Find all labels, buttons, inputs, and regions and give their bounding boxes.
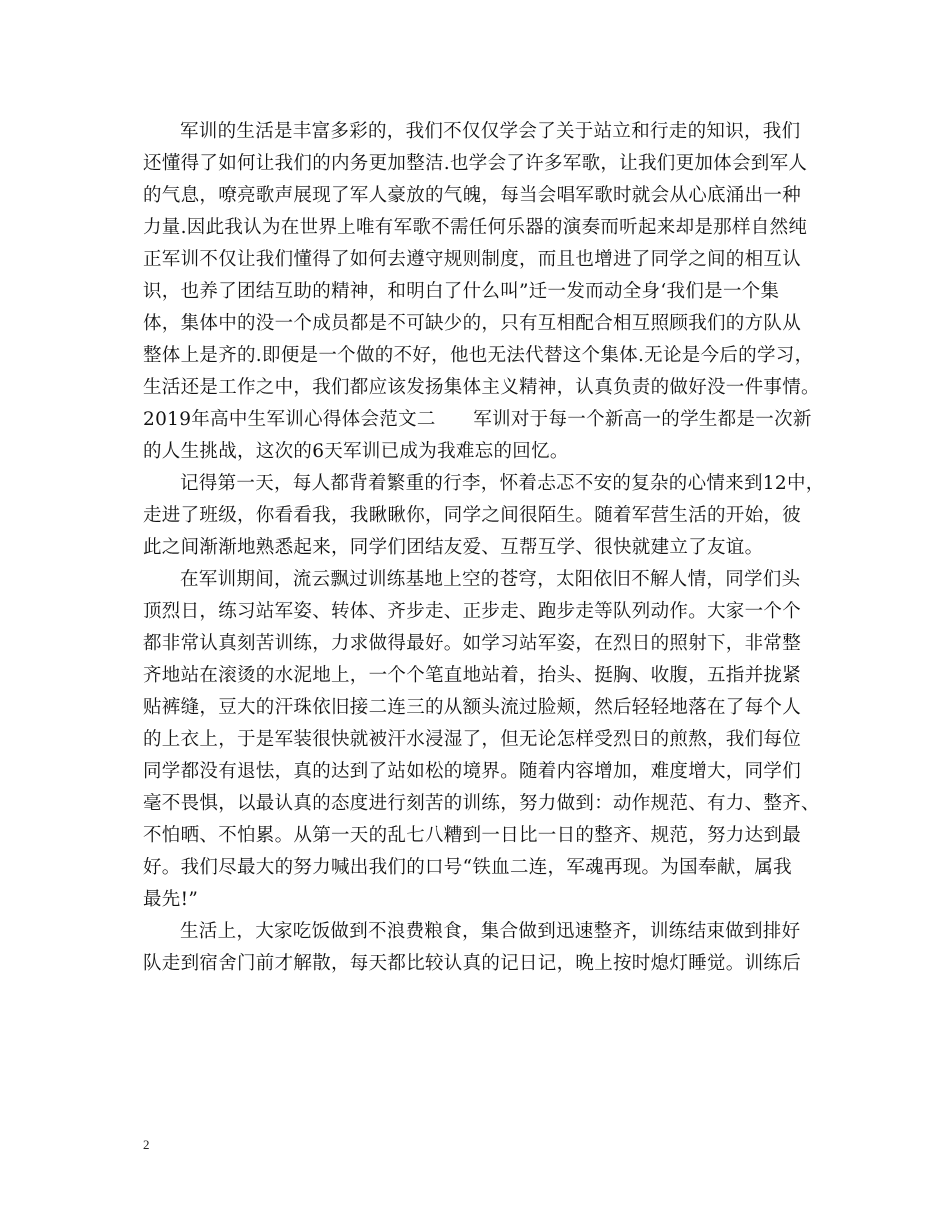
text-line: 顶烈日，练习站军姿、转体、齐步走、正步走、跑步走等队列动作。大家一个个 [143,601,802,622]
text-line: 记得第一天，每人都背着繁重的行李，怀着忐忑不安的复杂的心情来到12中， [180,473,825,494]
text-line: 同学都没有退怯，真的达到了站如松的境界。随着内容增加，难度增大，同学们 [143,761,802,782]
text-line: 毫不畏惧，以最认真的态度进行刻苦的训练，努力做到：动作规范、有力、整齐、 [143,793,820,814]
text-line: 齐地站在滚烫的水泥地上，一个个笔直地站着，抬头、挺胸、收腹，五指并拢紧 [143,665,802,686]
text-line: 最先!” [143,889,199,910]
text-line: 的上衣上，于是军装很快就被汗水浸湿了，但无论怎样受烈日的煎熬，我们每位 [143,729,802,750]
page-number: 2 [143,1137,150,1152]
text-line: 的人生挑战，这次的6天军训已成为我难忘的回忆。 [143,441,569,462]
text-line: 生活还是工作之中，我们都应该发扬集体主义精神，认真负责的做好没一件事情。 [143,377,820,398]
text-line: 识，也养了团结互助的精神，和明白了什么叫”迁一发而动全身‘我们是一个集 [143,281,780,302]
text-line: 都非常认真刻苦训练，力求做得最好。如学习站军姿，在烈日的照射下，非常整 [143,633,802,654]
text-line: 正军训不仅让我们懂得了如何去遵守规则制度，而且也增进了同学之间的相互认 [143,249,802,270]
text-line: 体，集体中的没一个成员都是不可缺少的，只有互相配合相互照顾我们的方队从 [143,313,802,334]
text-line: 好。我们尽最大的努力喊出我们的口号“铁血二连，军魂再现。为国奉献，属我 [143,857,792,878]
section-heading-line: 2019年高中生军训心得体会范文二 军训对于每一个新高一的学生都是一次新 [143,409,812,430]
text-line: 力量.因此我认为在世界上唯有军歌不需任何乐器的演奏而听起来却是那样自然纯 [143,217,808,238]
text-line: 不怕晒、不怕累。从第一天的乱七八糟到一日比一日的整齐、规范，努力达到最 [143,825,802,846]
text-line: 队走到宿舍门前才解散，每天都比较认真的记日记，晚上按时熄灯睡觉。训练后 [143,953,802,974]
text-line: 整体上是齐的.即便是一个做的不好，他也无法代替这个集体.无论是今后的学习， [143,345,814,366]
text-line: 此之间渐渐地熟悉起来，同学们团结友爱、互帮互学、很快就建立了友谊。 [143,537,764,558]
text-line: 在军训期间，流云飘过训练基地上空的苍穹，太阳依旧不解人情，同学们头 [180,569,801,590]
text-line: 军训的生活是丰富多彩的，我们不仅仅学会了关于站立和行走的知识，我们 [180,121,801,142]
text-line: 贴裤缝，豆大的汗珠依旧接二连三的从额头流过脸颊，然后轻轻地落在了每个人 [143,697,802,718]
text-line: 还懂得了如何让我们的内务更加整洁.也学会了许多军歌，让我们更加体会到军人 [143,153,808,174]
text-line: 生活上，大家吃饭做到不浪费粮食，集合做到迅速整齐，训练结束做到排好 [180,921,801,942]
text-line: 走进了班级，你看看我，我瞅瞅你，同学之间很陌生。随着军营生活的开始，彼 [143,505,802,526]
text-line: 的气息，嘹亮歌声展现了军人豪放的气魄，每当会唱军歌时就会从心底涌出一种 [143,185,802,206]
